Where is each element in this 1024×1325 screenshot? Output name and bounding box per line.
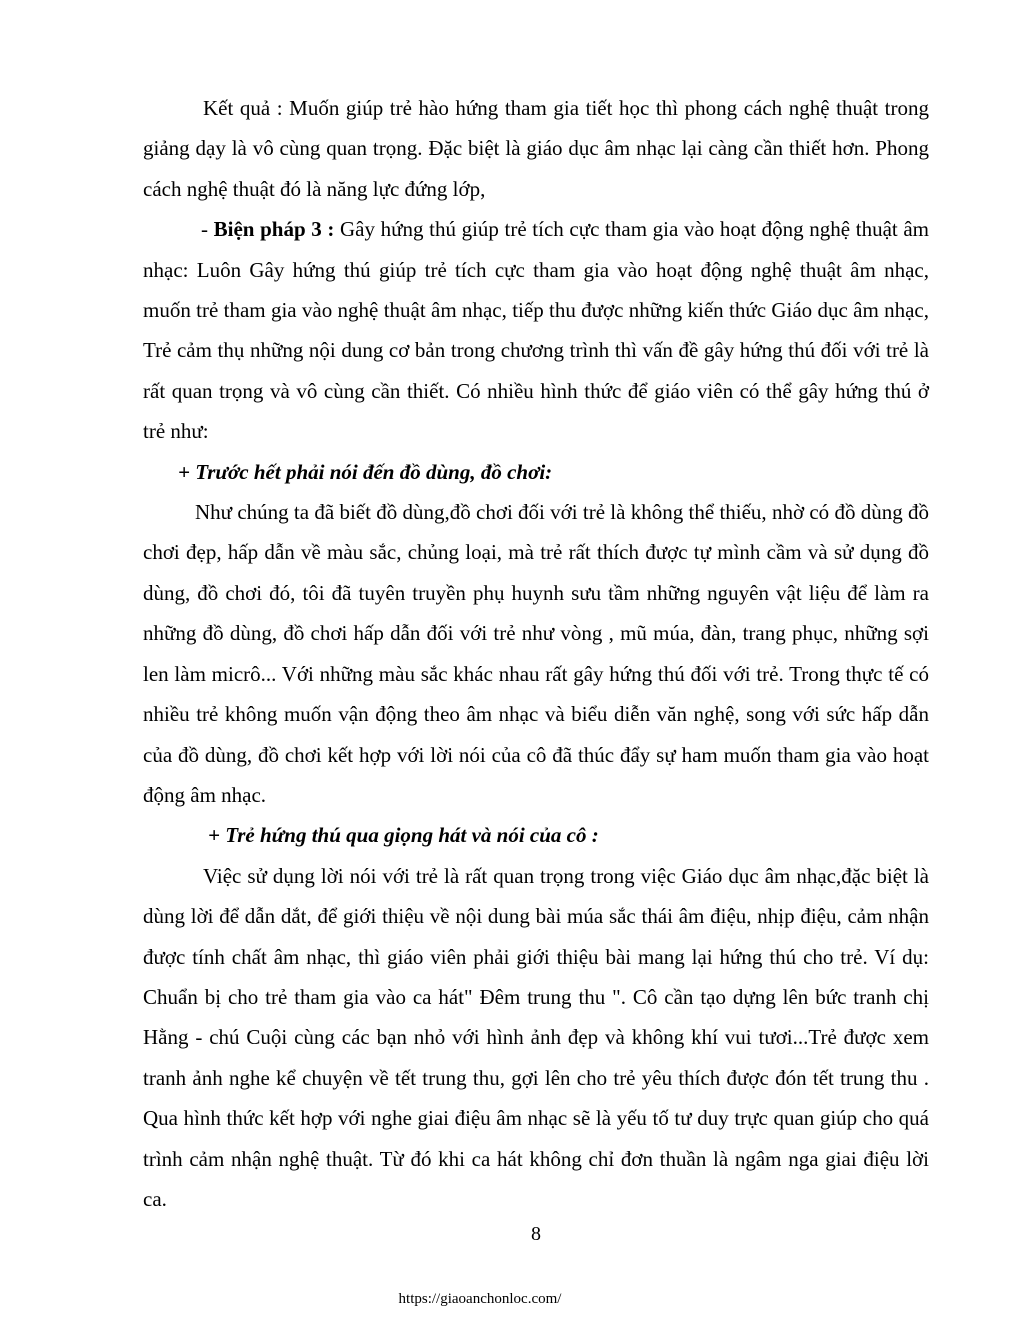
footer-url: https://giaoanchonloc.com/ <box>398 1291 562 1307</box>
paragraph-result: Kết quả : Muốn giúp trẻ hào hứng tham gia tiết học thì phong cách nghệ thuật trong giảng dạy là vô cùng quan trọng. Đặc biệt là giáo dục âm nhạc lại càng cần thiết hơn. Phong cách nghệ thuật đó là năng lực đứng lớp, <box>143 96 929 201</box>
paragraph-toys: Như chúng ta đã biết đồ dùng,đồ chơi đối với trẻ là không thể thiếu, nhờ có đồ dùng đồ chơi đẹp, hấp dẫn về màu sắc, chủng loại, mà trẻ rất thích được tự mình cầm và sử dụng đồ dùng, đồ chơi đó, tôi đã tuyên truyền phụ huynh sưu tầm những nguyên vật liệu để làm ra những đồ dùng, đồ chơi hấp dẫn đối với trẻ như vòng , mũ múa, đàn, trang phục, những sợi len làm micrô... Với những màu sắc khác nhau rất gây hứng thú đối với trẻ. Trong thực tế có nhiều trẻ không muốn vận động theo âm nhạc và biểu diễn văn nghệ, song với sức hấp dẫn của đồ dùng, đồ chơi kết hợp với lời nói của cô đã thúc đẩy sự ham muốn tham gia vào hoạt động âm nhạc. <box>143 500 929 807</box>
measure-label: Biện pháp 3 : <box>213 217 335 242</box>
heading-toys: + Trước hết phải nói đến đồ dùng, đồ chơi: <box>178 459 553 484</box>
measure-prefix: - <box>201 217 214 242</box>
body-text <box>143 88 929 1219</box>
page-number: 8 <box>531 1223 541 1245</box>
heading-voice: + Trẻ hứng thú qua giọng hát và nói của cô : <box>208 823 599 848</box>
paragraph-voice: Việc sử dụng lời nói với trẻ là rất quan trọng trong việc Giáo dục âm nhạc,đặc biệt là dùng lời để dẫn dắt, để giới thiệu về nội dung bài múa sắc thái âm điệu, nhịp điệu, cảm nhận được tính chất âm nhạc, thì giáo viên phải giới thiệu bài mang lại hứng thú cho trẻ. Ví dụ: Chuẩn bị cho trẻ tham gia vào ca hát" Đêm trung thu ". Cô cần tạo dựng lên bức tranh chị Hằng - chú Cuội cùng các bạn nhỏ với hình ảnh đẹp và không khí vui tươi...Trẻ được xem tranh ảnh nghe kể chuyện về tết trung thu, gợi lên cho trẻ yêu thích được đón tết trung thu . Qua hình thức kết hợp với nghe giai điệu âm nhạc sẽ là yếu tố tư duy trực quan giúp cho quá trình cảm nhận nghệ thuật. Từ đó khi ca hát không chỉ đơn thuần là ngâm nga giai điệu lời ca. <box>143 863 929 1211</box>
paragraph-measure-3 <box>143 209 929 451</box>
measure-text: Gây hứng thú giúp trẻ tích cực tham gia vào hoạt động nghệ thuật âm nhạc: Luôn Gây hứng thú giúp trẻ tích cực tham gia vào hoạt động nghệ thuật âm nhạc, muốn trẻ tham gia vào nghệ thuật âm nhạc, tiếp thu được những kiến thức Giáo dục âm nhạc, Trẻ cảm thụ những nội dung cơ bản trong chương trình thì vấn đề gây hứng thú đối với trẻ là rất quan trọng và vô cùng cần thiết. Có nhiều hình thức để giáo viên có thể gây hứng thú ở trẻ như: <box>143 217 929 444</box>
